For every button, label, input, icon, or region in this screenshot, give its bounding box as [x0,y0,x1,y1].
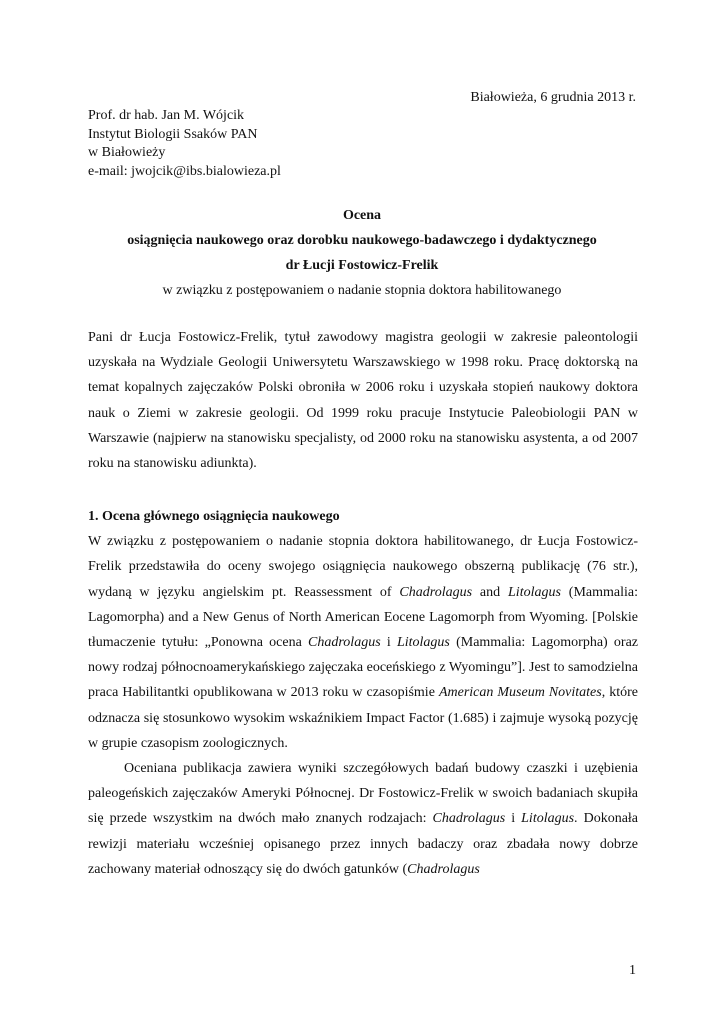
title-line-4: w związku z postępowaniem o nadanie stopnia doktora habilitowanego [162,283,562,298]
date-line: Białowieża, 6 grudnia 2013 r. [470,90,636,105]
sender-city: w Białowieży [88,145,166,160]
section-1 [88,504,638,882]
section-1-paragraph-1: W związku z postępowaniem o nadanie stopnia doktora habilitowanego, dr Łucja Fostowicz-Frelik przedstawiła do oceny swojego osiągnięcia naukowego obszerną publikację (76 str.), wydaną w języku angielskim pt. Reassessment of Chadrolagus and Litolagus (Mammalia: Lagomorpha) and a New Genus of North American Eocene Lagomorph from Wyoming. [Polskie tłumaczenie tytułu: „Ponowna ocena Chadrolagus i Litolagus (Mammalia: Lagomorpha) oraz nowy rodzaj północnoamerykańskiego zajęczaka eoceńskiego z Wyomingu”]. Jest to samodzielna praca Habilitantki opublikowana w 2013 roku w czasopiśmie American Museum Novitates, które odznacza się stosunkowo wysokim wskaźnikiem Impact Factor (1.685) i zajmuje wysoką pozycję w grupie czasopism zoologicznych. [88,534,639,751]
title-line-1: Ocena [342,208,382,223]
sender-block [88,107,281,181]
page-number: 1 [629,963,636,978]
section-1-paragraph-2: Oceniana publikacja zawiera wyniki szczegółowych badań budowy czaszki i uzębienia paleogeńskich zajęczaków Ameryki Północnej. Dr Fostowicz-Frelik w swoich badaniach skupiła się przede wszystkim na dwóch mało znanych rodzajach: Chadrolagus i Litolagus. Dokonała rewizji materiału wcześniej opisanego przez innych badaczy oraz zbadała nowy dobrze zachowany materiał odnoszący się do dwóch gatunków (Chadrolagus [88,761,639,877]
title-line-3: dr Łucji Fostowicz-Frelik [285,258,439,273]
sender-email: e-mail: jwojcik@ibs.bialowieza.pl [88,163,281,179]
intro-section [88,325,638,476]
section-1-heading: 1. Ocena głównego osiągnięcia naukowego [88,509,340,524]
sender-name: Prof. dr hab. Jan M. Wójcik [88,108,245,123]
sender-institute: Instytut Biologii Ssaków PAN [88,126,258,142]
intro-paragraph: Pani dr Łucja Fostowicz-Frelik, tytuł zawodowy magistra geologii w zakresie paleontologii uzyskała na Wydziale Geologii Uniwersytetu Warszawskiego w 1998 roku. Pracę doktorską na temat kopalnych zajęczaków Polski obroniła w 2006 roku i uzyskała stopień naukowy doktora nauk o Ziemi w zakresie geologii. Od 1999 roku pracuje Instytucie Paleobiologii PAN w Warszawie (najpierw na stanowisku specjalisty, od 2000 roku na stanowisku asystenta, a od 2007 roku na stanowisku adiunkta). [88,330,638,472]
title-line-2: osiągnięcia naukowego oraz dorobku naukowego-badawczego i dydaktycznego [127,233,597,248]
document-title [88,203,636,303]
